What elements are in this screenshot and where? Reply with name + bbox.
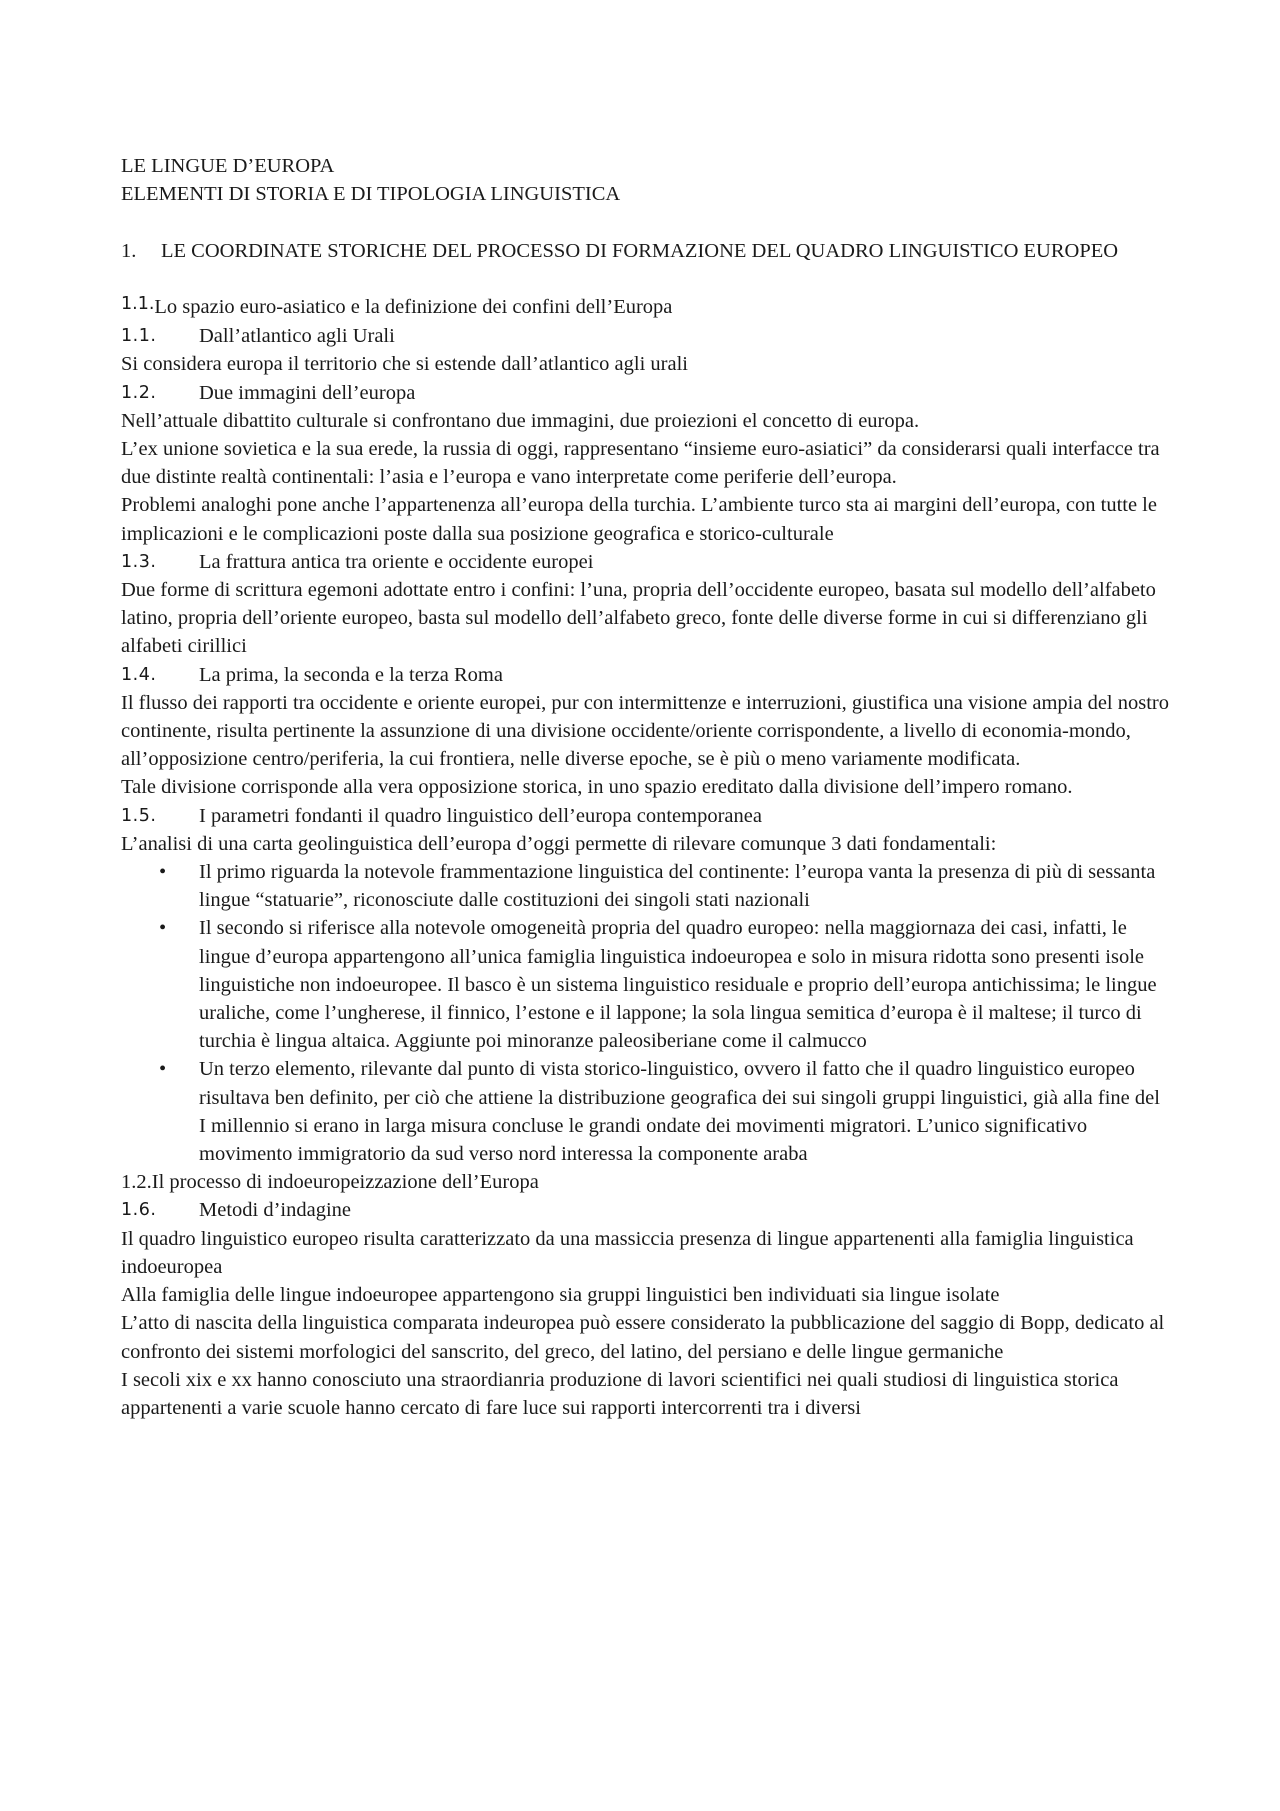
list-item — [121, 1055, 1171, 1168]
subsection-number: 1.4. — [121, 664, 157, 685]
subsection-title: Dall’atlantico agli Urali — [199, 325, 395, 348]
paragraph: L’analisi di una carta geolinguistica dell’europa d’oggi permette di rilevare comunque 3 dati fondamentali: — [121, 832, 997, 855]
paragraph: Tale divisione corrisponde alla vera opposizione storica, in uno spazio ereditato dalla divisione dell’impero romano. — [121, 776, 1073, 799]
subsection-title: La prima, la seconda e la terza Roma — [199, 663, 503, 686]
paragraph: L’atto di nascita della linguistica comparata indeuropea può essere considerato la pubblicazione del saggio di Bopp, dedicato al confronto dei sistemi morfologici del sanscrito, del greco, del latino, del persiano e delle lingue germaniche — [121, 1312, 1165, 1363]
doc-subtitle: ELEMENTI DI STORIA E DI TIPOLOGIA LINGUISTICA — [121, 183, 621, 206]
paragraph: I secoli xix e xx hanno conosciuto una straordianria produzione di lavori scientifici nei quali studiosi di linguistica storica appartenenti a varie scuole hanno cercato di fare luce sui rapporti intercorrenti tra i diversi — [121, 1368, 1119, 1419]
subsection-title: Metodi d’indagine — [199, 1199, 352, 1222]
list-item-text: Il primo riguarda la notevole frammentazione linguistica del continente: l’europa vanta la presenza di più di sessanta lingue “statuarie”, riconosciute dalle costituzioni dei singoli stati nazionali — [199, 861, 1156, 912]
bullet-icon: • — [159, 917, 167, 940]
list-item-text: Il secondo si riferisce alla notevole omogeneità propria del quadro europeo: nella maggiornaza dei casi, infatti, le lingue d’europa appartengono all’unica famiglia linguistica indoeuropea e solo in misura ridotta sono presenti isole linguistiche non indoeuropee. Il basco è un sistema linguistico residuale e proprio dell’europa antichissima; le lingue uraliche, come l’ungherese, il finnico, l’estone e il lappone; la sola lingua semitica d’europa è il maltese; il turco di turchia è lingua altaica. Aggiunte poi minoranze paleosiberiane come il calmucco — [199, 917, 1157, 1053]
subsection-number: 1.3. — [121, 551, 157, 572]
subsection-title: Due immagini dell’europa — [199, 381, 416, 404]
doc-title: LE LINGUE D’EUROPA — [121, 155, 335, 177]
subsection-number: 1.6. — [121, 1200, 157, 1221]
bullet-list — [121, 858, 1171, 1168]
subsection-title: La frattura antica tra oriente e occidente europei — [199, 550, 594, 573]
section-title: Lo spazio euro-asiatico e la definizione dei confini dell’Europa — [154, 295, 673, 318]
subsection-title: I parametri fondanti il quadro linguistico dell’europa contemporanea — [199, 804, 762, 827]
list-item-text: Un terzo elemento, rilevante dal punto di vista storico-linguistico, ovvero il fatto che il quadro linguistico europeo risultava ben definito, per ciò che attiene la distribuzione geografica dei sui singoli gruppi linguistici, già alla fine del I millennio si erano in larga misura concluse le grandi ondate dei movimenti migratori. L’unico significativo movimento immigratorio da sud verso nord interessa la componente araba — [199, 1058, 1160, 1166]
subsection-heading — [121, 322, 1171, 350]
chapter-number: 1. — [121, 239, 137, 262]
subsection-number: 1.1. — [121, 326, 157, 347]
section-heading: 1.2.Il processo di indoeuropeizzazione dell’Europa — [121, 1171, 539, 1194]
document-page — [121, 152, 1171, 1422]
paragraph: L’ex unione sovietica e la sua erede, la russia di oggi, rappresentano “insieme euro-asiatici” da considerarsi quali interfacce tra due distinte realtà continentali: l’asia e l’europa e vano interpretate come periferie dell’europa. — [121, 438, 1160, 489]
spacer — [121, 265, 1171, 293]
subsection-heading — [121, 661, 1171, 689]
chapter-title: LE COORDINATE STORICHE DEL PROCESSO DI FORMAZIONE DEL QUADRO LINGUISTICO EUROPEO — [161, 239, 1119, 262]
spacer — [121, 208, 1171, 236]
paragraph: Si considera europa il territorio che si estende dall’atlantico agli urali — [121, 353, 688, 376]
paragraph: Nell’attuale dibattito culturale si confrontano due immagini, due proiezioni el concetto di europa. — [121, 409, 920, 432]
subsection-heading — [121, 1196, 1171, 1224]
paragraph: Il flusso dei rapporti tra occidente e oriente europei, pur con intermittenze e interruzioni, giustifica una visione ampia del nostro continente, risulta pertinente la assunzione di una divisione occidente/oriente corrispondente, a livello di economia-mondo, all’opposizione centro/periferia, la cui frontiera, nelle diverse epoche, se è più o meno variamente modificata. — [121, 691, 1169, 771]
section-number: 1.1. — [121, 293, 155, 314]
subsection-heading — [121, 548, 1171, 576]
list-item — [121, 914, 1171, 1055]
paragraph: Due forme di scrittura egemoni adottate entro i confini: l’una, propria dell’occidente europeo, basata sul modello dell’alfabeto latino, propria dell’oriente europeo, basta sul modello dell’alfabeto greco, fonte delle diverse forme in cui si differenziano gli alfabeti cirillici — [121, 579, 1156, 658]
paragraph: Problemi analoghi pone anche l’appartenenza all’europa della turchia. L’ambiente turco sta ai margini dell’europa, con tutte le implicazioni e le complicazioni poste dalla sua posizione geografica e storico-culturale — [121, 494, 1157, 545]
chapter-heading — [121, 237, 1171, 265]
subsection-heading — [121, 802, 1171, 830]
bullet-icon: • — [159, 861, 167, 884]
bullet-icon: • — [159, 1058, 167, 1081]
list-item — [121, 858, 1171, 914]
paragraph: Il quadro linguistico europeo risulta caratterizzato da una massiccia presenza di lingue appartenenti alla famiglia linguistica indoeuropea — [121, 1227, 1134, 1278]
subsection-heading — [121, 379, 1171, 407]
subsection-number: 1.2. — [121, 382, 157, 403]
section-heading — [121, 293, 1171, 322]
subsection-number: 1.5. — [121, 805, 157, 826]
paragraph: Alla famiglia delle lingue indoeuropee appartengono sia gruppi linguistici ben individuati sia lingue isolate — [121, 1284, 1000, 1307]
